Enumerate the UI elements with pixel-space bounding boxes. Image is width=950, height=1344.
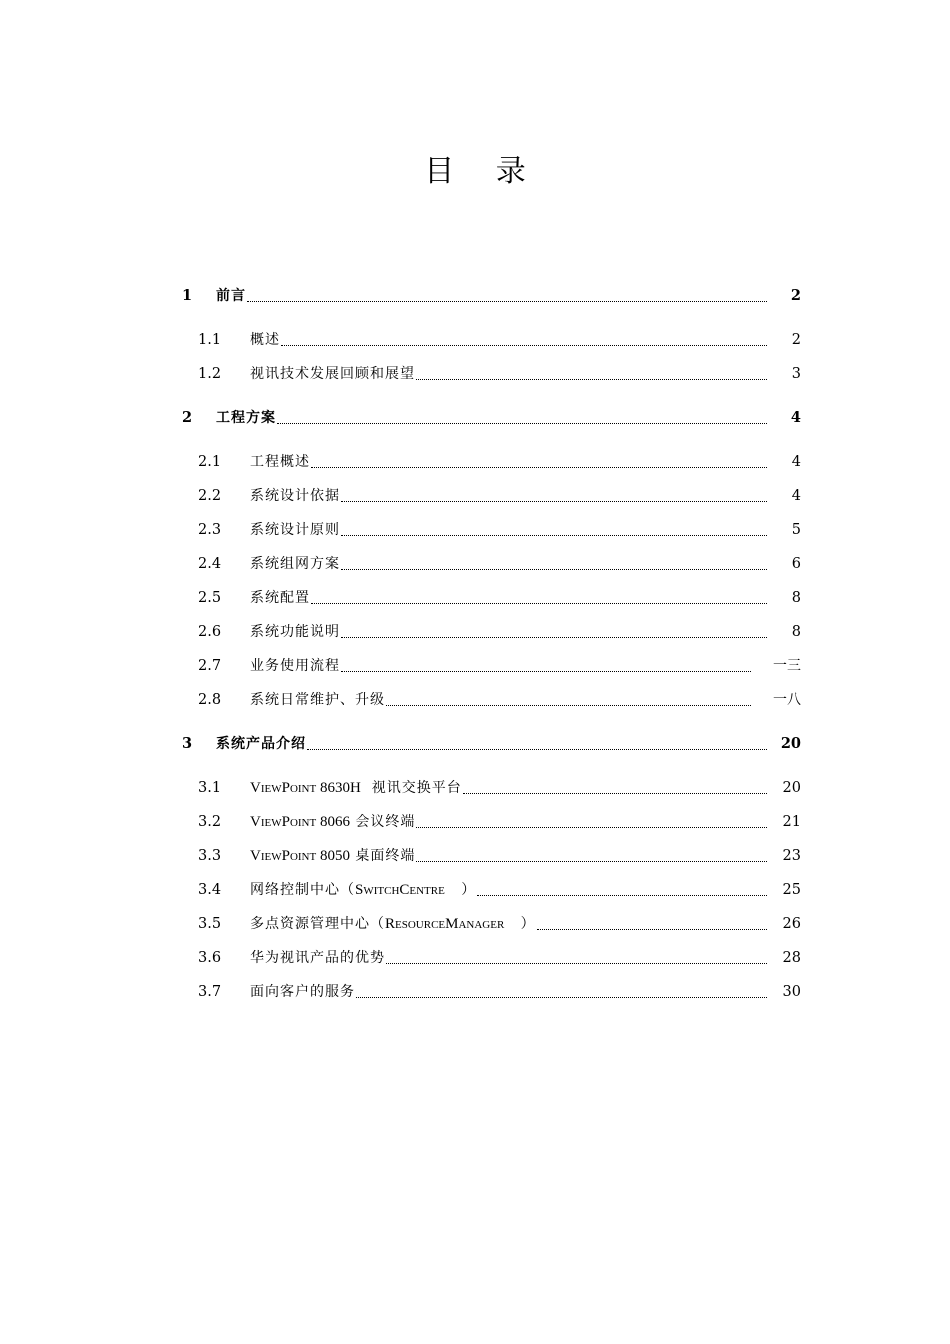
toc-number: 3.7 (198, 984, 222, 1000)
dot-leader (341, 670, 751, 672)
toc-entry-2-5[interactable] (198, 584, 801, 608)
toc-entry-2-1[interactable] (198, 448, 801, 472)
toc-page-number: 20 (782, 780, 801, 796)
toc-number: 2.8 (198, 692, 222, 708)
toc-entry-2-4[interactable] (198, 550, 801, 574)
toc-title: 华为视讯产品的优势 (250, 950, 385, 966)
toc-entry-3-7[interactable] (198, 978, 801, 1002)
toc-title (250, 846, 415, 866)
dot-leader (537, 928, 767, 930)
toc-entry-1-2[interactable] (198, 360, 801, 384)
toc-title-suffix: ） (461, 882, 477, 898)
toc-number: 3.2 (198, 814, 222, 830)
toc-title: 前言 (216, 288, 246, 304)
dot-leader (277, 422, 767, 424)
dot-leader (341, 568, 767, 570)
toc-title-text: 视讯交换平台 (371, 780, 462, 796)
toc-page-number: 4 (790, 409, 801, 426)
toc-number: 1.1 (198, 332, 222, 348)
toc-page-number: 20 (780, 735, 801, 752)
dot-leader (307, 748, 767, 750)
toc-title: 面向客户的服务 (250, 984, 355, 1000)
toc-number: 2.7 (198, 658, 222, 674)
toc-page-number: 25 (782, 882, 801, 898)
toc-page-number: 4 (791, 454, 801, 470)
toc-title-text: 网络控制中心（ (250, 882, 355, 898)
dot-leader (247, 300, 767, 302)
toc-entry-2-6[interactable] (198, 618, 801, 642)
toc-entry-3[interactable] (182, 730, 801, 754)
toc-page-number: 一八 (773, 692, 801, 708)
toc-number: 1 (182, 287, 193, 304)
toc-page-number: 6 (791, 556, 801, 572)
toc-number: 3.1 (198, 780, 222, 796)
toc-number: 3.5 (198, 916, 222, 932)
toc-number: 1.2 (198, 366, 222, 382)
toc-title: 业务使用流程 (250, 658, 340, 674)
toc-page-number: 2 (791, 332, 801, 348)
toc-page-number: 一三 (773, 658, 801, 674)
toc-title: 概述 (250, 332, 280, 348)
toc-page-number: 4 (791, 488, 801, 504)
toc-title: 系统组网方案 (250, 556, 340, 572)
dot-leader (386, 704, 751, 706)
toc-number: 2 (182, 409, 193, 426)
dot-leader (341, 636, 767, 638)
toc-page-number: 5 (791, 522, 801, 538)
toc-title-text: 会议终端 (355, 814, 416, 830)
dot-leader (356, 996, 767, 998)
toc-number: 2.5 (198, 590, 222, 606)
toc-title-product-name: ViewPoint 8630H (250, 780, 361, 796)
dot-leader (311, 466, 767, 468)
toc-entry-2-3[interactable] (198, 516, 801, 540)
toc-entry-3-4[interactable] (198, 876, 801, 900)
toc-title-product-name: ViewPoint 8066 (250, 814, 350, 830)
toc-title: 工程概述 (250, 454, 310, 470)
toc-number: 2.1 (198, 454, 222, 470)
toc-title: 系统设计依据 (250, 488, 340, 504)
toc-title (250, 880, 476, 900)
toc-title (250, 778, 462, 798)
toc-page-number: 28 (782, 950, 801, 966)
dot-leader (341, 534, 767, 536)
toc-entry-3-6[interactable] (198, 944, 801, 968)
dot-leader (341, 500, 767, 502)
toc-page-number: 8 (791, 590, 801, 606)
toc-entry-3-5[interactable] (198, 910, 801, 934)
toc-entry-2-2[interactable] (198, 482, 801, 506)
page-title: 目 录 (424, 154, 542, 189)
toc-page-number: 8 (791, 624, 801, 640)
toc-title: 系统设计原则 (250, 522, 340, 538)
toc-number: 2.6 (198, 624, 222, 640)
toc-title (250, 914, 536, 934)
toc-page-number: 2 (790, 287, 801, 304)
toc-page-number: 23 (782, 848, 801, 864)
toc-entry-2[interactable] (182, 404, 801, 428)
toc-title: 系统产品介绍 (216, 736, 306, 752)
dot-leader (416, 826, 767, 828)
dot-leader (463, 792, 767, 794)
toc-title: 系统配置 (250, 590, 310, 606)
dot-leader (281, 344, 767, 346)
toc-number: 3.6 (198, 950, 222, 966)
toc-entry-3-1[interactable] (198, 774, 801, 798)
toc-title-text: 多点资源管理中心（ (250, 916, 385, 932)
toc-entry-2-8[interactable] (198, 686, 801, 710)
dot-leader (311, 602, 767, 604)
toc-number: 3 (182, 735, 193, 752)
toc-entry-3-2[interactable] (198, 808, 801, 832)
toc-title-suffix: ） (520, 916, 536, 932)
toc-number: 2.2 (198, 488, 222, 504)
toc-title-product-name: ResourceManager (385, 916, 505, 932)
toc-title (250, 812, 415, 832)
toc-title-product-name: ViewPoint 8050 (250, 848, 350, 864)
toc-title: 视讯技术发展回顾和展望 (250, 366, 415, 382)
toc-entry-2-7[interactable] (198, 652, 801, 676)
toc-page-number: 3 (791, 366, 801, 382)
dot-leader (477, 894, 767, 896)
toc-title-text: 桌面终端 (355, 848, 416, 864)
toc-number: 2.4 (198, 556, 222, 572)
toc-number: 2.3 (198, 522, 222, 538)
toc-page-number: 26 (782, 916, 801, 932)
toc-page-number: 30 (782, 984, 801, 1000)
dot-leader (416, 378, 767, 380)
toc-number: 3.3 (198, 848, 222, 864)
toc-page-number: 21 (782, 814, 801, 830)
toc-entry-3-3[interactable] (198, 842, 801, 866)
toc-title: 工程方案 (216, 410, 276, 426)
dot-leader (416, 860, 767, 862)
toc-title: 系统功能说明 (250, 624, 340, 640)
dot-leader (386, 962, 767, 964)
toc-title: 系统日常维护、升级 (250, 692, 385, 708)
toc-number: 3.4 (198, 882, 222, 898)
toc-entry-1-1[interactable] (198, 326, 801, 350)
toc-entry-1[interactable] (182, 282, 801, 306)
toc-title-product-name: SwitchCentre (355, 882, 445, 898)
